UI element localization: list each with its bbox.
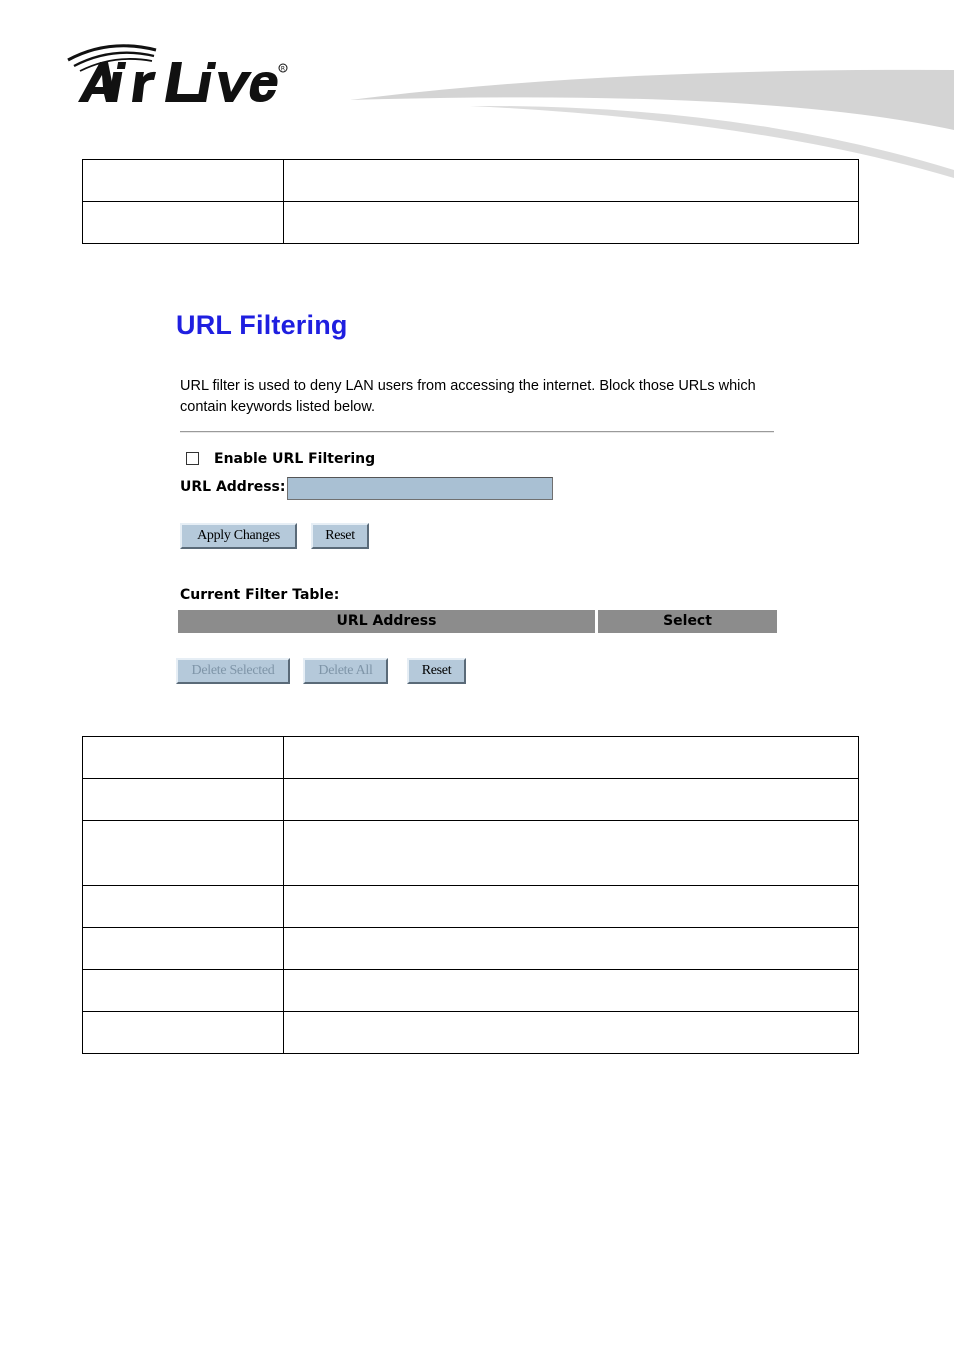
page-description: URL filter is used to deny LAN users from accessing the internet. Block those URLs which contain keywords listed below.	[180, 378, 756, 415]
table-row	[83, 202, 859, 244]
table-cell	[83, 202, 284, 244]
url-address-label: URL Address:	[180, 479, 286, 495]
table-row	[83, 970, 859, 1012]
table-cell	[284, 160, 859, 202]
column-header-url-address: URL Address	[178, 610, 595, 633]
bottom-description-table	[82, 736, 859, 1054]
divider	[180, 431, 774, 433]
enable-url-filtering-checkbox[interactable]	[186, 452, 199, 465]
table-cell	[83, 160, 284, 202]
filter-table-header	[178, 610, 777, 633]
table-cell	[83, 779, 284, 821]
table-cell	[83, 1012, 284, 1054]
enable-url-filtering-label: Enable URL Filtering	[214, 451, 376, 467]
table-row	[83, 779, 859, 821]
apply-changes-button[interactable]: Apply Changes	[180, 523, 297, 549]
table-cell	[284, 737, 859, 779]
svg-text:R: R	[280, 65, 286, 73]
page-title: URL Filtering	[176, 310, 348, 340]
table-cell	[284, 886, 859, 928]
table-cell	[83, 737, 284, 779]
table-cell	[284, 970, 859, 1012]
table-cell	[284, 1012, 859, 1054]
table-row	[83, 821, 859, 886]
table-row	[83, 928, 859, 970]
table-cell	[284, 821, 859, 886]
table-row	[83, 737, 859, 779]
url-address-input[interactable]	[287, 477, 553, 500]
table-cell	[83, 821, 284, 886]
reset-button[interactable]: Reset	[311, 523, 369, 549]
table-cell	[83, 970, 284, 1012]
current-filter-table-caption: Current Filter Table:	[180, 587, 340, 603]
table-cell	[284, 779, 859, 821]
table-cell	[284, 202, 859, 244]
table-row	[83, 1012, 859, 1054]
delete-selected-button[interactable]: Delete Selected	[176, 658, 290, 684]
airlive-logo	[64, 40, 294, 112]
top-description-table	[82, 159, 859, 244]
table-reset-button[interactable]: Reset	[407, 658, 466, 684]
table-row	[83, 160, 859, 202]
table-cell	[83, 886, 284, 928]
delete-all-button[interactable]: Delete All	[303, 658, 388, 684]
table-cell	[83, 928, 284, 970]
column-header-select: Select	[598, 610, 777, 633]
table-row	[83, 886, 859, 928]
table-cell	[284, 928, 859, 970]
